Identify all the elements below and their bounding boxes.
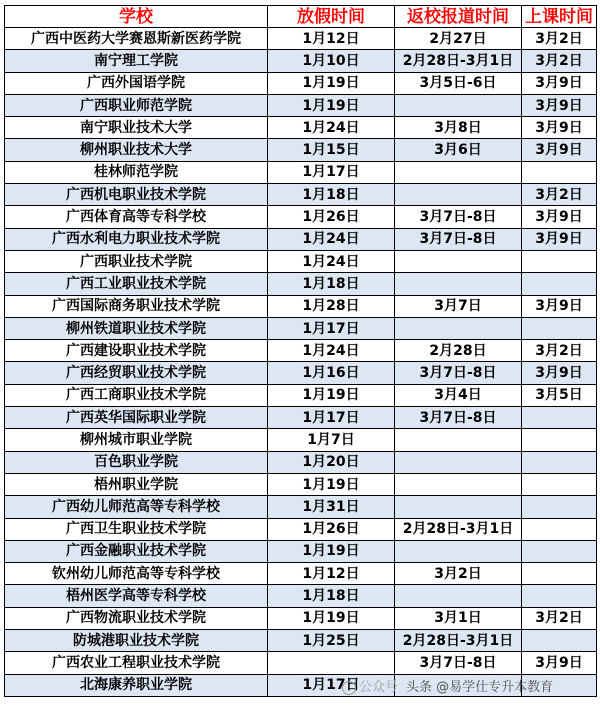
class-start-date [522, 563, 597, 585]
school-name: 南宁职业技术大学 [5, 117, 268, 139]
table-row [5, 206, 597, 228]
return-date: 3月8日 [395, 117, 522, 139]
holiday-date [268, 652, 395, 674]
return-date: 3月7日-8日 [395, 652, 522, 674]
return-date: 3月7日-8日 [395, 206, 522, 228]
return-date: 3月1日 [395, 607, 522, 629]
holiday-date: 1月17日 [268, 317, 395, 339]
table-row [5, 451, 597, 473]
class-start-date: 3月9日 [522, 652, 597, 674]
holiday-date: 1月26日 [268, 518, 395, 540]
table-row [5, 362, 597, 384]
holiday-date: 1月19日 [268, 94, 395, 116]
holiday-date: 1月24日 [268, 117, 395, 139]
holiday-date: 1月24日 [268, 340, 395, 362]
school-name: 广西工商职业技术学院 [5, 384, 268, 406]
watermark-text: 头条 @易学仕专升本教育 [406, 680, 554, 695]
school-name: 广西水利电力职业技术学院 [5, 228, 268, 250]
holiday-date: 1月7日 [268, 429, 395, 451]
return-date [395, 451, 522, 473]
table-row [5, 540, 597, 562]
return-date: 3月7日-8日 [395, 362, 522, 384]
return-date: 2月28日-3月1日 [395, 518, 522, 540]
school-name: 广西国际商务职业技术学院 [5, 295, 268, 317]
school-name: 广西农业工程职业技术学院 [5, 652, 268, 674]
table-row [5, 228, 597, 250]
school-name: 广西物流职业技术学院 [5, 607, 268, 629]
return-date: 3月7日-8日 [395, 407, 522, 429]
table-row [5, 295, 597, 317]
holiday-date: 1月19日 [268, 384, 395, 406]
class-start-date: 3月2日 [522, 607, 597, 629]
class-start-date [522, 585, 597, 607]
return-date: 3月7日 [395, 295, 522, 317]
class-start-date: 3月2日 [522, 340, 597, 362]
school-name: 百色职业学院 [5, 451, 268, 473]
school-name: 广西职业师范学院 [5, 94, 268, 116]
holiday-date: 1月18日 [268, 273, 395, 295]
class-start-date: 3月2日 [522, 50, 597, 72]
class-start-date: 3月5日 [522, 384, 597, 406]
holiday-date: 1月18日 [268, 184, 395, 206]
holiday-date: 1月31日 [268, 496, 395, 518]
school-name: 广西外国语学院 [5, 72, 268, 94]
watermark [342, 676, 596, 698]
return-date [395, 94, 522, 116]
school-name: 广西工业职业技术学院 [5, 273, 268, 295]
holiday-date: 1月24日 [268, 250, 395, 272]
return-date [395, 585, 522, 607]
class-start-date [522, 407, 597, 429]
return-date: 3月4日 [395, 384, 522, 406]
school-name: 南宁理工学院 [5, 50, 268, 72]
class-start-date: 3月9日 [522, 117, 597, 139]
table-row [5, 161, 597, 183]
class-start-date: 3月9日 [522, 362, 597, 384]
schedule-table [4, 5, 597, 697]
class-start-date [522, 630, 597, 652]
school-name: 广西金融职业技术学院 [5, 540, 268, 562]
holiday-date: 1月26日 [268, 206, 395, 228]
class-start-date [522, 540, 597, 562]
school-name: 梧州职业学院 [5, 473, 268, 495]
holiday-date: 1月19日 [268, 607, 395, 629]
school-name: 梧州医学高等专科学校 [5, 585, 268, 607]
return-date: 2月27日 [395, 28, 522, 50]
table-row [5, 273, 597, 295]
return-date [395, 250, 522, 272]
class-start-date [522, 429, 597, 451]
return-date [395, 540, 522, 562]
holiday-date: 1月24日 [268, 228, 395, 250]
circle-icon [342, 681, 356, 695]
return-date [395, 473, 522, 495]
class-start-date [522, 161, 597, 183]
header-return: 返校报道时间 [395, 6, 522, 28]
holiday-date: 1月20日 [268, 451, 395, 473]
return-date: 2月28日-3月1日 [395, 630, 522, 652]
table-row [5, 429, 597, 451]
return-date: 3月6日 [395, 139, 522, 161]
class-start-date: 3月9日 [522, 94, 597, 116]
school-name: 广西经贸职业技术学院 [5, 362, 268, 384]
table-row [5, 384, 597, 406]
holiday-date: 1月12日 [268, 563, 395, 585]
return-date [395, 496, 522, 518]
class-start-date: 3月9日 [522, 139, 597, 161]
table-row [5, 473, 597, 495]
table-row [5, 607, 597, 629]
return-date: 3月5日-6日 [395, 72, 522, 94]
school-name: 桂林师范学院 [5, 161, 268, 183]
school-name: 广西中医药大学赛恩斯新医药学院 [5, 28, 268, 50]
return-date [395, 429, 522, 451]
return-date: 3月2日 [395, 563, 522, 585]
holiday-date: 1月17日 [268, 674, 395, 696]
return-date [395, 161, 522, 183]
header-holiday: 放假时间 [268, 6, 395, 28]
school-name: 北海康养职业学院 [5, 674, 268, 696]
holiday-date: 1月19日 [268, 540, 395, 562]
table-row [5, 72, 597, 94]
table-row [5, 496, 597, 518]
school-name: 广西英华国际职业学院 [5, 407, 268, 429]
table-row [5, 630, 597, 652]
table-row [5, 117, 597, 139]
table-row [5, 94, 597, 116]
table-row [5, 250, 597, 272]
return-date [395, 317, 522, 339]
return-date: 2月28日 [395, 340, 522, 362]
school-name: 广西机电职业技术学院 [5, 184, 268, 206]
school-name: 广西建设职业技术学院 [5, 340, 268, 362]
holiday-date: 1月28日 [268, 295, 395, 317]
holiday-date: 1月18日 [268, 585, 395, 607]
school-name: 钦州幼儿师范高等专科学校 [5, 563, 268, 585]
table-row [5, 139, 597, 161]
school-name: 广西体育高等专科学校 [5, 206, 268, 228]
return-date [395, 273, 522, 295]
schedule-body [5, 28, 597, 697]
class-start-date [522, 473, 597, 495]
holiday-date: 1月19日 [268, 72, 395, 94]
table-row [5, 518, 597, 540]
header-row [5, 6, 597, 28]
school-name: 柳州铁道职业技术学院 [5, 317, 268, 339]
class-start-date: 3月9日 [522, 72, 597, 94]
class-start-date [522, 451, 597, 473]
holiday-date: 1月12日 [268, 28, 395, 50]
school-name: 柳州城市职业学院 [5, 429, 268, 451]
table-row [5, 340, 597, 362]
class-start-date [522, 496, 597, 518]
table-row [5, 317, 597, 339]
holiday-date: 1月10日 [268, 50, 395, 72]
holiday-date: 1月15日 [268, 139, 395, 161]
table-row [5, 50, 597, 72]
holiday-date: 1月25日 [268, 630, 395, 652]
header-school: 学校 [5, 6, 268, 28]
class-start-date: 3月2日 [522, 28, 597, 50]
class-start-date: 3月9日 [522, 295, 597, 317]
school-name: 防城港职业技术学院 [5, 630, 268, 652]
return-date: 3月7日-8日 [395, 228, 522, 250]
return-date [395, 184, 522, 206]
school-name: 广西幼儿师范高等专科学校 [5, 496, 268, 518]
class-start-date: 3月9日 [522, 228, 597, 250]
table-row [5, 585, 597, 607]
class-start-date: 3月2日 [522, 184, 597, 206]
holiday-date: 1月19日 [268, 473, 395, 495]
class-start-date [522, 518, 597, 540]
school-name: 柳州职业技术大学 [5, 139, 268, 161]
return-date: 2月28日-3月1日 [395, 50, 522, 72]
class-start-date [522, 317, 597, 339]
class-start-date [522, 273, 597, 295]
class-start-date: 3月9日 [522, 206, 597, 228]
table-row [5, 563, 597, 585]
table-row [5, 28, 597, 50]
school-name: 广西职业技术学院 [5, 250, 268, 272]
table-row [5, 407, 597, 429]
class-start-date [522, 250, 597, 272]
school-name: 广西卫生职业技术学院 [5, 518, 268, 540]
holiday-date: 1月17日 [268, 161, 395, 183]
holiday-date: 1月17日 [268, 407, 395, 429]
holiday-date: 1月16日 [268, 362, 395, 384]
watermark-faded-text: 公众号 [359, 680, 399, 695]
table-row [5, 184, 597, 206]
table-row [5, 652, 597, 674]
header-class-start: 上课时间 [522, 6, 597, 28]
